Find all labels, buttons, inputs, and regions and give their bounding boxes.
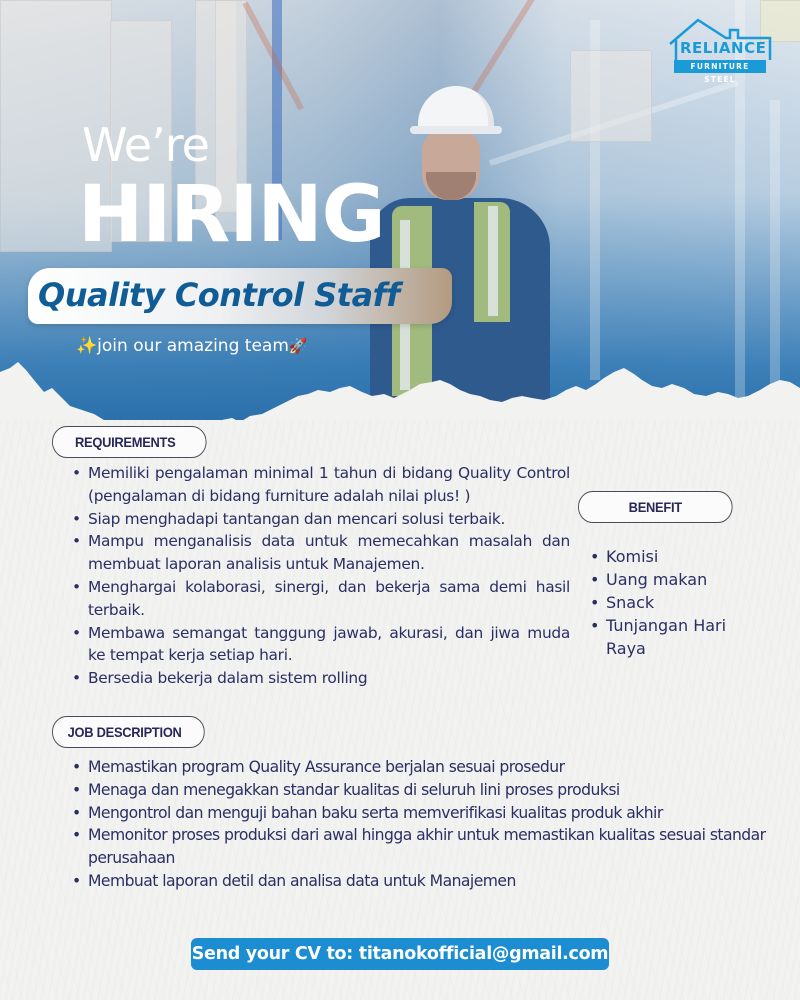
warehouse-box: [570, 50, 652, 142]
list-item: • Mampu menganalisis data untuk memecahkan masalah dan membuat laporan analisis untuk Manajemen.: [70, 530, 570, 576]
rocket-icon: 🚀: [288, 337, 308, 355]
list-item: • Mengontrol dan menguji bahan baku serta memverifikasi kualitas produk akhir: [70, 802, 800, 825]
list-item: • Komisi: [588, 545, 738, 568]
requirements-list: [70, 462, 570, 690]
list-item: • Snack: [588, 591, 738, 614]
job-description-list: [70, 756, 800, 893]
list-item: • Membawa semangat tanggung jawab, akurasi, dan jiwa muda ke tempat kerja setiap hari.: [70, 622, 570, 668]
vest-stripe: [488, 206, 498, 316]
list-item: • Menaga dan menegakkan standar kualitas di seluruh lini proses produksi: [70, 779, 800, 802]
list-item: • Uang makan: [588, 568, 738, 591]
benefit-heading: BENEFIT: [578, 491, 733, 523]
list-item: • Bersedia bekerja dalam sistem rolling: [70, 667, 570, 690]
hard-hat-brim: [410, 126, 502, 134]
list-item: • Memiliki pengalaman minimal 1 tahun di bidang Quality Control (pengalaman di bidang furniture adalah nilai plus! ): [70, 462, 570, 508]
company-logo: [668, 16, 772, 84]
list-item: • Memastikan program Quality Assurance berjalan sesuai prosedur: [70, 756, 800, 779]
logo-wordmark: RELIANCE: [680, 39, 767, 57]
hero-title: HIRING: [78, 170, 385, 260]
requirements-heading: REQUIREMENTS: [52, 426, 207, 458]
hero-pre-title: We’re: [82, 118, 209, 172]
list-item: • Siap menghadapi tantangan dan mencari solusi terbaik.: [70, 508, 570, 531]
logo-tagline: FURNITURE STEEL: [674, 60, 766, 73]
benefit-list: [588, 545, 738, 660]
role-title: Quality Control Staff: [38, 276, 400, 314]
tagline-text: join our amazing team: [97, 336, 289, 356]
list-item: • Memonitor proses produksi dari awal hingga akhir untuk memastikan kualitas sesuai standar perusahaan: [70, 824, 800, 870]
sparkles-icon: ✨: [76, 336, 98, 356]
list-item: • Tunjangan Hari Raya: [588, 614, 738, 660]
send-cv-banner: Send your CV to: titanokofficial@gmail.com: [191, 938, 609, 970]
list-item: • Membuat laporan detil dan analisa data untuk Manajemen: [70, 870, 800, 893]
list-item: • Menghargai kolaborasi, sinergi, dan bekerja sama demi hasil terbaik.: [70, 576, 570, 622]
job-description-heading: JOB DESCRIPTION: [52, 716, 205, 748]
